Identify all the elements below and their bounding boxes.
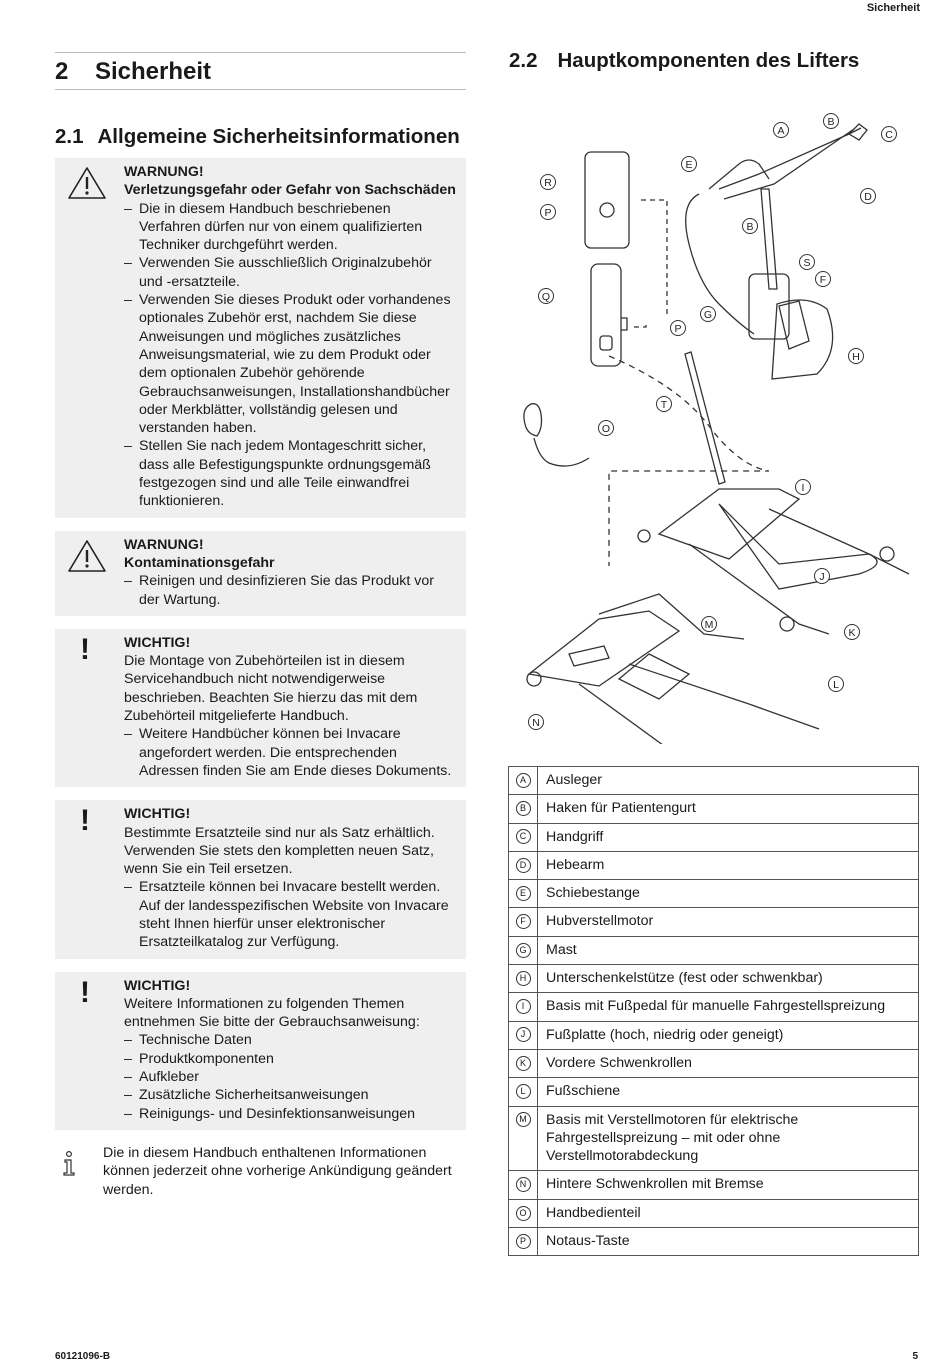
legend-key-cell: [509, 908, 538, 936]
legend-key: P: [516, 1234, 531, 1249]
notice-list-item: – Verwenden Sie dieses Produkt oder vorhandenes optionales Zubehör erst, nachdem Sie diese Anweisungen und mögliches zusätzliches Anweisungsmaterial, wie zu dem Produkt oder dem optionalen Zubehör gehörende Gebrauchsanweisungen, Installationshandbücher oder Merkblätter, vollständig gelesen und verstanden haben.: [124, 291, 456, 437]
callout-label: J: [819, 570, 825, 583]
callout-label: N: [532, 716, 540, 729]
legend-row: [509, 908, 919, 936]
callout-label: A: [777, 124, 785, 137]
legend-key: H: [516, 971, 531, 986]
notice-title: WARNUNG!: [124, 536, 204, 553]
legend-text: Handbedienteil: [538, 1199, 919, 1227]
legend-text: Fußplatte (hoch, niedrig oder geneigt): [538, 1021, 919, 1049]
chapter-heading: [55, 52, 466, 90]
notice-title: WICHTIG!: [124, 806, 191, 823]
legend-key: F: [516, 914, 531, 929]
notice-list-item: – Reinigungs- und Desinfektionsanweisungen: [124, 1105, 456, 1123]
legend-key: M: [516, 1112, 531, 1127]
right-column: [509, 48, 920, 774]
notice-list-item: – Verwenden Sie ausschließlich Originalzubehör und -ersatzteile.: [124, 254, 456, 291]
legend-key: N: [516, 1177, 531, 1192]
legend-text: Hintere Schwenkrollen mit Bremse: [538, 1171, 919, 1199]
lifter-diagram: [509, 74, 929, 774]
notice-text: Die Montage von Zubehörteilen ist in diesem Servicehandbuch nicht notwendigerweise beschrieben. Beachten Sie hierzu das mit dem Zubehörteil mitgelieferte Handbuch.: [124, 653, 418, 725]
callout-label: E: [685, 158, 693, 171]
legend-key-cell: [509, 851, 538, 879]
legend-key-cell: [509, 1049, 538, 1077]
legend-row: [509, 823, 919, 851]
legend-text: Notaus-Taste: [538, 1228, 919, 1256]
notice-list-item: – Technische Daten: [124, 1031, 456, 1049]
notice-title: WARNUNG!: [124, 164, 204, 180]
callout-label: B: [746, 220, 754, 233]
callout-label: C: [885, 128, 893, 141]
callout-label: K: [848, 626, 856, 639]
legend-row: [509, 767, 919, 795]
legend-key: C: [516, 829, 531, 844]
warning-triangle-icon: [67, 166, 107, 205]
section-number: 2.2: [509, 49, 538, 72]
legend-key: E: [516, 886, 531, 901]
legend-key-cell: [509, 1021, 538, 1049]
footer-page-number: 5: [912, 1351, 918, 1362]
notice-list-item: – Ersatzteile können bei Invacare bestellt werden. Auf der landesspezifischen Website von Invacare steht Ihnen hierfür unser elektronischer Ersatzteilkatalog zur Verfügung.: [124, 878, 456, 951]
legend-key: I: [516, 999, 531, 1014]
legend-key-cell: [509, 965, 538, 993]
warning-triangle-icon: [67, 539, 107, 578]
legend-key-cell: [509, 1199, 538, 1227]
info-note: [55, 1144, 466, 1199]
legend-text: Handgriff: [538, 823, 919, 851]
legend-key-cell: [509, 795, 538, 823]
callout-label: P: [674, 322, 682, 335]
legend-key: K: [516, 1056, 531, 1071]
notice-list-item: – Produktkomponenten: [124, 1050, 456, 1068]
legend-key: G: [516, 943, 531, 958]
callout-label: L: [833, 678, 839, 691]
callout-label: M: [704, 618, 714, 631]
callout-label: H: [852, 350, 860, 363]
notice-list-item: – Weitere Handbücher können bei Invacare angefordert werden. Die entsprechenden Adressen finden Sie am Ende dieses Dokuments.: [124, 725, 456, 780]
legend-text: Hebearm: [538, 851, 919, 879]
legend-text: Unterschenkelstütze (fest oder schwenkbar): [538, 965, 919, 993]
notice-boxes: [55, 158, 466, 1130]
legend-text: Basis mit Verstellmotoren für elektrische Fahrgestellspreizung – mit oder ohne Verstellmotorabdeckung: [538, 1106, 919, 1171]
legend-text: Mast: [538, 936, 919, 964]
exclamation-icon: !: [80, 804, 90, 838]
legend-key-cell: [509, 1228, 538, 1256]
legend-text: Ausleger: [538, 767, 919, 795]
callout-label: O: [601, 422, 611, 435]
legend-row: [509, 1199, 919, 1227]
legend-row: [509, 1021, 919, 1049]
notice-list-item: – Zusätzliche Sicherheitsanweisungen: [124, 1086, 456, 1104]
notice-list-item: – Stellen Sie nach jedem Montageschritt sicher, dass alle Befestigungspunkte ordnungsgemäß festgezogen sind und alle Teile einwandfrei funktionieren.: [124, 437, 456, 510]
legend-row: [509, 1228, 919, 1256]
legend-table: [508, 766, 919, 1256]
legend-row: [509, 993, 919, 1021]
legend-key-cell: [509, 1171, 538, 1199]
notice-text: Bestimmte Ersatzteile sind nur als Satz erhältlich. Verwenden Sie stets den kompletten neuen Satz, wenn Sie ein Teil ersetzen.: [124, 824, 435, 878]
exclamation-icon: !: [80, 975, 90, 1009]
legend-row: [509, 965, 919, 993]
callout-label: S: [803, 256, 811, 269]
legend-row: [509, 880, 919, 908]
legend-text: Haken für Patientengurt: [538, 795, 919, 823]
callout-label: I: [801, 481, 805, 494]
legend-key-cell: [509, 823, 538, 851]
important-box: [55, 800, 466, 958]
legend-text: Fußschiene: [538, 1078, 919, 1106]
callout-label: R: [544, 176, 552, 189]
warning-box: [55, 158, 466, 518]
lifter-drawing: [509, 74, 920, 744]
legend-key: D: [516, 858, 531, 873]
important-box: [55, 972, 466, 1130]
callout-label: T: [660, 398, 668, 411]
callout-label: B: [827, 115, 835, 128]
legend-key-cell: [509, 1078, 538, 1106]
notice-list-item: – Aufkleber: [124, 1068, 456, 1086]
notice-subtitle: Verletzungsgefahr oder Gefahr von Sachschäden: [124, 182, 456, 199]
legend-text: Vordere Schwenkrollen: [538, 1049, 919, 1077]
running-header: Sicherheit: [866, 2, 920, 14]
legend-key-cell: [509, 936, 538, 964]
chapter-title: Sicherheit: [95, 58, 212, 85]
legend-text: Hubverstellmotor: [538, 908, 919, 936]
notice-subtitle: Kontaminationsgefahr: [124, 554, 275, 571]
callout-label: G: [703, 308, 713, 321]
section-title: Allgemeine Sicherheitsinformationen: [97, 125, 460, 148]
legend-key: O: [516, 1206, 531, 1221]
section-number: 2.1: [55, 125, 84, 148]
section-title: Hauptkomponenten des Lifters: [557, 49, 860, 72]
legend-key-cell: [509, 880, 538, 908]
legend-row: [509, 795, 919, 823]
callout-label: F: [819, 273, 827, 286]
callout-label: P: [544, 206, 552, 219]
legend-row: [509, 1078, 919, 1106]
important-box: [55, 629, 466, 787]
legend-key: J: [516, 1027, 531, 1042]
footer-doc-number: 60121096-B: [55, 1351, 111, 1362]
notice-list-item: – Reinigen und desinfizieren Sie das Produkt vor der Wartung.: [124, 572, 456, 609]
legend-row: [509, 1106, 919, 1171]
info-note-text: Die in diesem Handbuch enthaltenen Informationen können jederzeit ohne vorherige Ankündigung geändert werden.: [103, 1144, 452, 1198]
info-icon: [61, 1151, 77, 1182]
legend-key: B: [516, 801, 531, 816]
callout-label: D: [864, 190, 872, 203]
notice-title: WICHTIG!: [124, 634, 191, 651]
legend-key: A: [516, 773, 531, 788]
legend-key: L: [516, 1084, 531, 1099]
legend-row: [509, 1171, 919, 1199]
chapter-number: 2: [55, 58, 69, 85]
left-column: [55, 52, 466, 1199]
section-heading-2-2: [509, 48, 920, 74]
legend-key-cell: [509, 1106, 538, 1171]
legend-key-cell: [509, 993, 538, 1021]
notice-list-item: – Die in diesem Handbuch beschriebenen Verfahren dürfen nur von einem qualifizierten Techniker durchgeführt werden.: [124, 200, 456, 255]
legend-row: [509, 851, 919, 879]
legend-row: [509, 1049, 919, 1077]
notice-text: Weitere Informationen zu folgenden Themen entnehmen Sie bitte der Gebrauchsanweisung:: [124, 995, 420, 1031]
legend-key-cell: [509, 767, 538, 795]
warning-box: [55, 531, 466, 616]
legend-text: Basis mit Fußpedal für manuelle Fahrgestellspreizung: [538, 993, 919, 1021]
section-heading-2-1: [55, 124, 466, 149]
notice-title: WICHTIG!: [124, 977, 191, 994]
legend-text: Schiebestange: [538, 880, 919, 908]
exclamation-icon: !: [80, 632, 90, 666]
legend-row: [509, 936, 919, 964]
callout-label: Q: [541, 290, 551, 303]
